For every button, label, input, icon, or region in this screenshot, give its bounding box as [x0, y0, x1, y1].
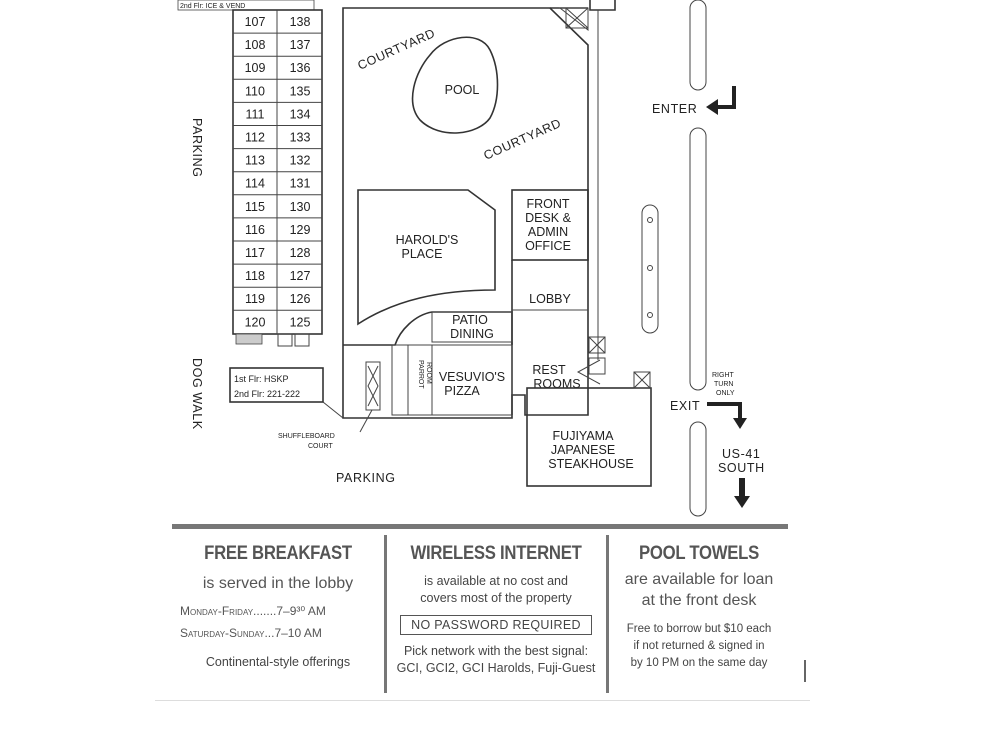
front-desk-label-1: FRONT [526, 197, 570, 211]
right-turn-label-1: RIGHT [712, 372, 734, 379]
lobby-label: LOBBY [529, 292, 571, 306]
breakfast-subtitle: is served in the lobby [202, 575, 354, 592]
front-desk-label-2: DESK & [525, 211, 571, 225]
right-turn-label-2: TURN [714, 381, 734, 388]
enter-arrow [718, 86, 734, 107]
parking-left-label: PARKING [190, 118, 204, 178]
courtyard-label-2: COURTYARD [481, 116, 564, 163]
room-number: 126 [289, 292, 311, 307]
pool-label: POOL [444, 83, 480, 97]
room-number: 118 [245, 269, 265, 284]
hskp-label-1: 1st Flr: HSKP [234, 374, 289, 384]
room-number: 114 [245, 176, 265, 191]
room-grid [233, 10, 322, 334]
room-number: 111 [245, 107, 265, 122]
road-median-2 [690, 128, 706, 390]
room-number: 137 [289, 38, 311, 53]
us41-label: US-41 [722, 447, 761, 461]
room-number: 136 [289, 61, 311, 76]
breakfast-weekday: Monday-Friday.......7–9³⁰ AM [180, 604, 326, 618]
breakfast-footer: Continental-style offerings [205, 655, 351, 669]
room-number: 130 [289, 199, 311, 214]
wireless-title: WIRELESS INTERNET [410, 543, 582, 564]
wireless-section [386, 535, 606, 677]
room-number: 113 [245, 153, 265, 168]
road-median-3 [690, 422, 706, 516]
south-label: SOUTH [718, 461, 765, 475]
hskp-label-2: 2nd Flr: 221-222 [234, 389, 301, 399]
room-number: 119 [245, 292, 265, 307]
shuffle-label-2: COURT [308, 443, 333, 450]
parrot-label-2: ROOM [425, 362, 432, 384]
towels-line1: are available for loan [624, 571, 774, 588]
room-number: 131 [289, 176, 311, 191]
front-desk-label-3: ADMIN [527, 225, 569, 239]
divider-2 [606, 535, 609, 693]
room-number: 120 [244, 315, 266, 330]
parking-bottom-label: PARKING [336, 471, 396, 485]
harolds-label-2: PLACE [401, 247, 443, 261]
shuffle-label-1: SHUFFLEBOARD [278, 433, 335, 440]
wireless-line1: is available at no cost and [424, 574, 568, 588]
room-number: 138 [289, 15, 311, 29]
wireless-networks: GCI, GCI2, GCI Harolds, Fuji-Guest [396, 661, 596, 675]
harolds-label-1: HAROLD'S [395, 233, 459, 247]
enter-label: ENTER [652, 102, 698, 116]
page-bottom-line [155, 700, 810, 701]
median-island [642, 205, 658, 333]
room-number: 132 [289, 153, 311, 168]
fuji-label-1: FUJIYAMA [552, 429, 614, 443]
room-number: 134 [289, 107, 311, 122]
rest-label-1: REST [532, 363, 566, 377]
towels-title: POOL TOWELS [638, 543, 760, 564]
courtyard-label-1: COURTYARD [355, 26, 438, 73]
south-arrow [739, 478, 745, 496]
room-number: 135 [289, 84, 311, 99]
vesuvio-label-2: PIZZA [444, 384, 480, 398]
room-number: 109 [244, 61, 266, 76]
vesuvio-label-1: VESUVIO'S [438, 370, 506, 384]
no-password-box: NO PASSWORD REQUIRED [400, 615, 592, 635]
room-number: 107 [244, 15, 266, 29]
room-number: 117 [245, 246, 265, 260]
towels-section [610, 535, 788, 672]
towels-line2: at the front desk [641, 592, 757, 609]
breakfast-section [172, 535, 384, 671]
wireless-pick: Pick network with the best signal: [403, 644, 589, 658]
exit-arrow [707, 404, 740, 418]
room-number: 116 [245, 222, 265, 237]
rest-label-2: ROOMS [533, 377, 581, 391]
breakfast-title: FREE BREAKFAST [204, 543, 352, 564]
room-number: 110 [245, 84, 265, 99]
fuji-label-3: STEAKHOUSE [548, 457, 634, 471]
towels-fine2: if not returned & signed in [633, 640, 765, 652]
wireless-line2: covers most of the property [420, 591, 572, 605]
road-median-1 [690, 0, 706, 90]
room-number: 127 [289, 269, 311, 284]
edge-mark [804, 660, 806, 682]
towels-fine1: Free to borrow but $10 each [626, 623, 772, 635]
room-number: 133 [289, 130, 311, 145]
front-desk-label-4: OFFICE [525, 239, 571, 253]
towels-fine3: by 10 PM on the same day [630, 657, 768, 669]
fuji-label-2: JAPANESE [550, 443, 616, 457]
room-number: 112 [245, 130, 265, 145]
info-panel [172, 524, 788, 689]
patio-label-2: DINING [450, 327, 494, 341]
parrot-label-1: PARROT [417, 360, 424, 389]
room-number: 129 [289, 222, 311, 237]
room-number: 108 [244, 38, 266, 53]
right-turn-label-3: ONLY [716, 390, 735, 397]
breakfast-weekend: Saturday-Sunday...7–10 AM [180, 626, 322, 640]
dog-walk-label: DOG WALK [190, 358, 204, 430]
exit-label: EXIT [670, 399, 701, 413]
stair-block [236, 334, 262, 344]
ice-vend-label: 2nd Flr: ICE & VEND [180, 3, 246, 10]
room-number: 115 [245, 199, 265, 214]
patio-label-1: PATIO [452, 313, 488, 327]
room-number: 125 [289, 315, 311, 330]
room-number: 128 [289, 246, 311, 260]
